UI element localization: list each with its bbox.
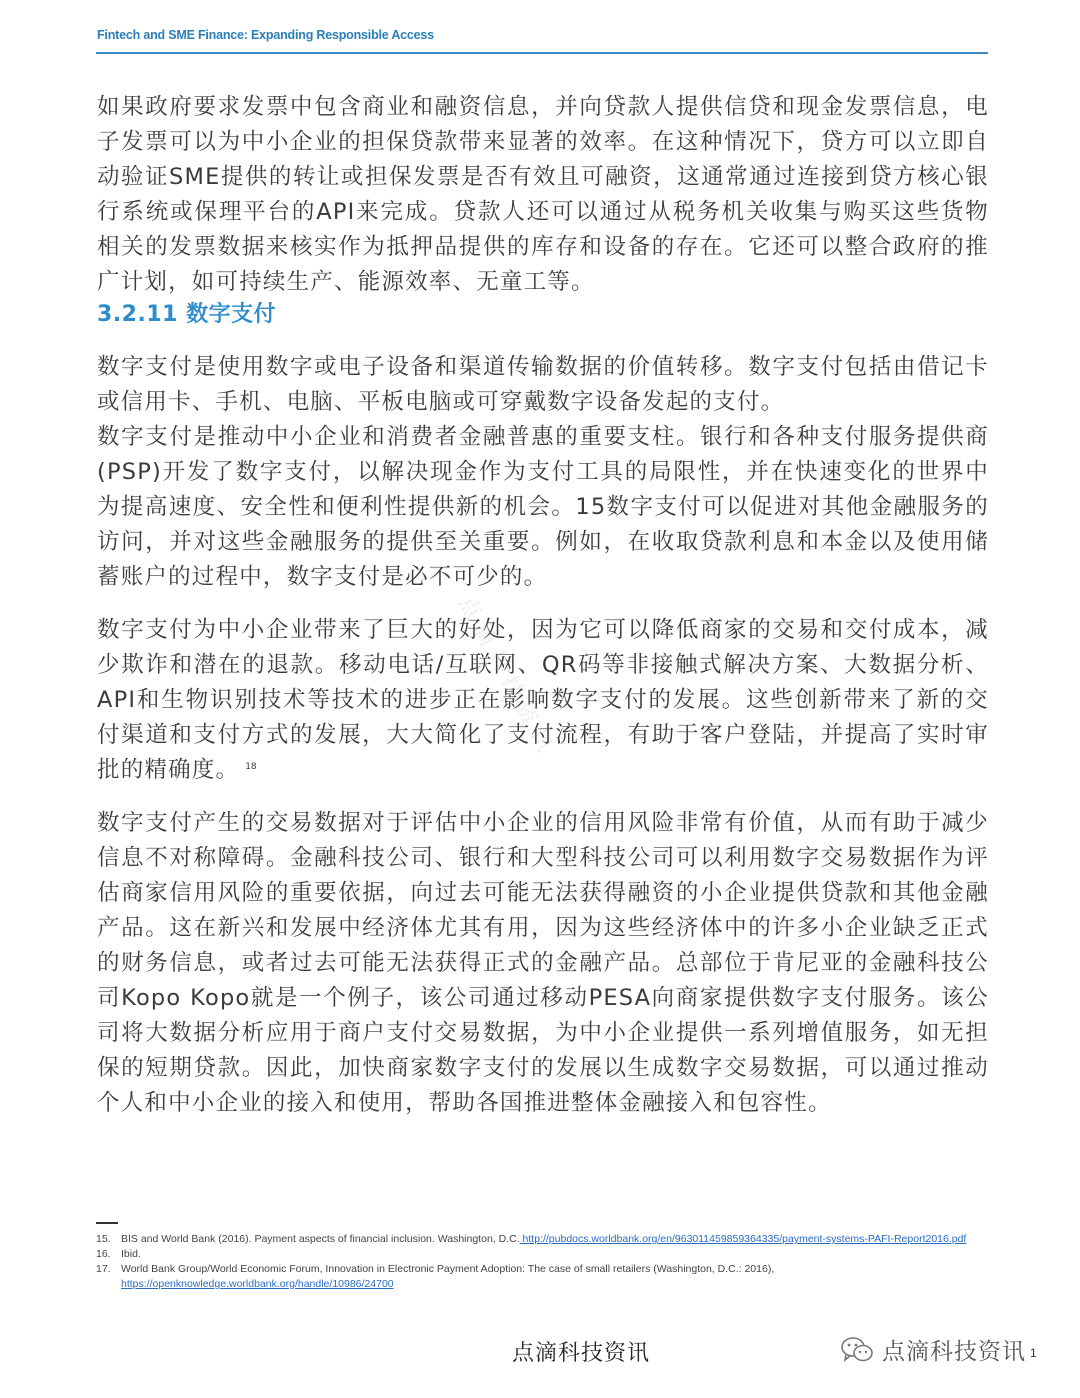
footnote-text: World Bank Group/World Economic Forum, Innovation in Electronic Payment Adoption: The case of small retailers (Washington, D.C.: 2016), xyxy=(121,1263,775,1275)
footnote-link[interactable]: http://pubdocs.worldbank.org/en/963011459859364335/payment-systems-PAFI-Report2016.pdf xyxy=(519,1233,967,1245)
footnote-text: BIS and World Bank (2016). Payment aspects of financial inclusion. Washington, D.C. xyxy=(121,1233,520,1245)
running-header: Fintech and SME Finance: Expanding Responsible Access xyxy=(97,28,434,42)
paragraph-benefits xyxy=(97,613,989,788)
footnote-divider xyxy=(96,1222,118,1224)
footnote-number: 16. xyxy=(96,1248,111,1260)
footnote-16 xyxy=(96,1247,986,1262)
watermark: 点滴科技资讯 xyxy=(453,592,561,764)
footnote-15 xyxy=(96,1232,986,1247)
footnote-ref-18[interactable]: 18 xyxy=(245,761,257,772)
paragraph-pillar: 数字支付是推动中小企业和消费者金融普惠的重要支柱。银行和各种支付服务提供商(PSP)开发了数字支付，以解决现金作为支付工具的局限性，并在快速变化的世界中为提高速度、安全性和便利性提供新的机会。15数字支付可以促进对其他金融服务的访问，并对这些金融服务的提供至关重要。例如，在收取贷款利息和本金以及使用储蓄账户的过程中，数字支付是必不可少的。 xyxy=(97,424,989,590)
wechat-icon xyxy=(840,1336,874,1364)
header-divider xyxy=(96,52,988,54)
paragraph-transaction-data: 数字支付产生的交易数据对于评估中小企业的信用风险非常有价值，从而有助于减少信息不对称障碍。金融科技公司、银行和大型科技公司可以利用数字交易数据作为评估商家信用风险的重要依据，向过去可能无法获得融资的小企业提供贷款和其他金融产品。这在新兴和发展中经济体尤其有用，因为这些经济体中的许多小企业缺乏正式的财务信息，或者过去可能无法获得正式的金融产品。总部位于肯尼亚的金融科技公司Kopo Kopo就是一个例子，该公司通过移动PESA向商家提供数字支付服务。该公司将大数据分析应用于商户支付交易数据，为中小企业提供一系列增值服务，如无担保的短期贷款。因此，加快商家数字支付的发展以生成数字交易数据，可以通过推动个人和中小企业的接入和使用，帮助各国推进整体金融接入和包容性。 xyxy=(97,810,989,1116)
footnote-link[interactable]: https://openknowledge.worldbank.org/handle/10986/24700 xyxy=(121,1278,394,1290)
document-body xyxy=(97,90,989,1121)
footnote-number: 15. xyxy=(96,1233,111,1245)
footnote-text: Ibid. xyxy=(121,1248,141,1260)
paragraph-definition: 数字支付是使用数字或电子设备和渠道传输数据的价值转移。数字支付包括由借记卡或信用卡、手机、电脑、平板电脑或可穿戴数字设备发起的支付。 xyxy=(97,354,989,415)
footnote-17 xyxy=(96,1262,986,1292)
intro-paragraph: 如果政府要求发票中包含商业和融资信息，并向贷款人提供信贷和现金发票信息，电子发票可以为中小企业的担保贷款带来显著的效率。在这种情况下，贷方可以立即自动验证SME提供的转让或担保发票是否有效且可融资，这通常通过连接到贷方核心银行系统或保理平台的API来完成。贷款人还可以通过从税务机关收集与购买这些货物相关的发票数据来核实作为抵押品提供的库存和设备的存在。它还可以整合政府的推广计划，如可持续生产、能源效率、无童工等。 xyxy=(97,94,989,295)
paragraph-benefits-text: 数字支付为中小企业带来了巨大的好处，因为它可以降低商家的交易和交付成本，减少欺诈和潜在的退款。移动电话/互联网、QR码等非接触式解决方案、大数据分析、API和生物识别技术等技术的进步正在影响数字支付的发展。这些创新带来了新的交付渠道和支付方式的发展，大大简化了支付流程，有助于客户登陆，并提高了实时审批的精确度。 xyxy=(97,617,989,783)
bottom-caption: 点滴科技资讯 xyxy=(512,1341,651,1366)
section-heading: 3.2.11 数字支付 xyxy=(97,302,277,327)
footnote-number: 17. xyxy=(96,1263,111,1275)
footnotes xyxy=(96,1232,986,1292)
brand-name: 点滴科技资讯 xyxy=(882,1339,1026,1365)
page-number: 1 xyxy=(1030,1346,1037,1360)
brand-badge[interactable] xyxy=(840,1333,1026,1366)
